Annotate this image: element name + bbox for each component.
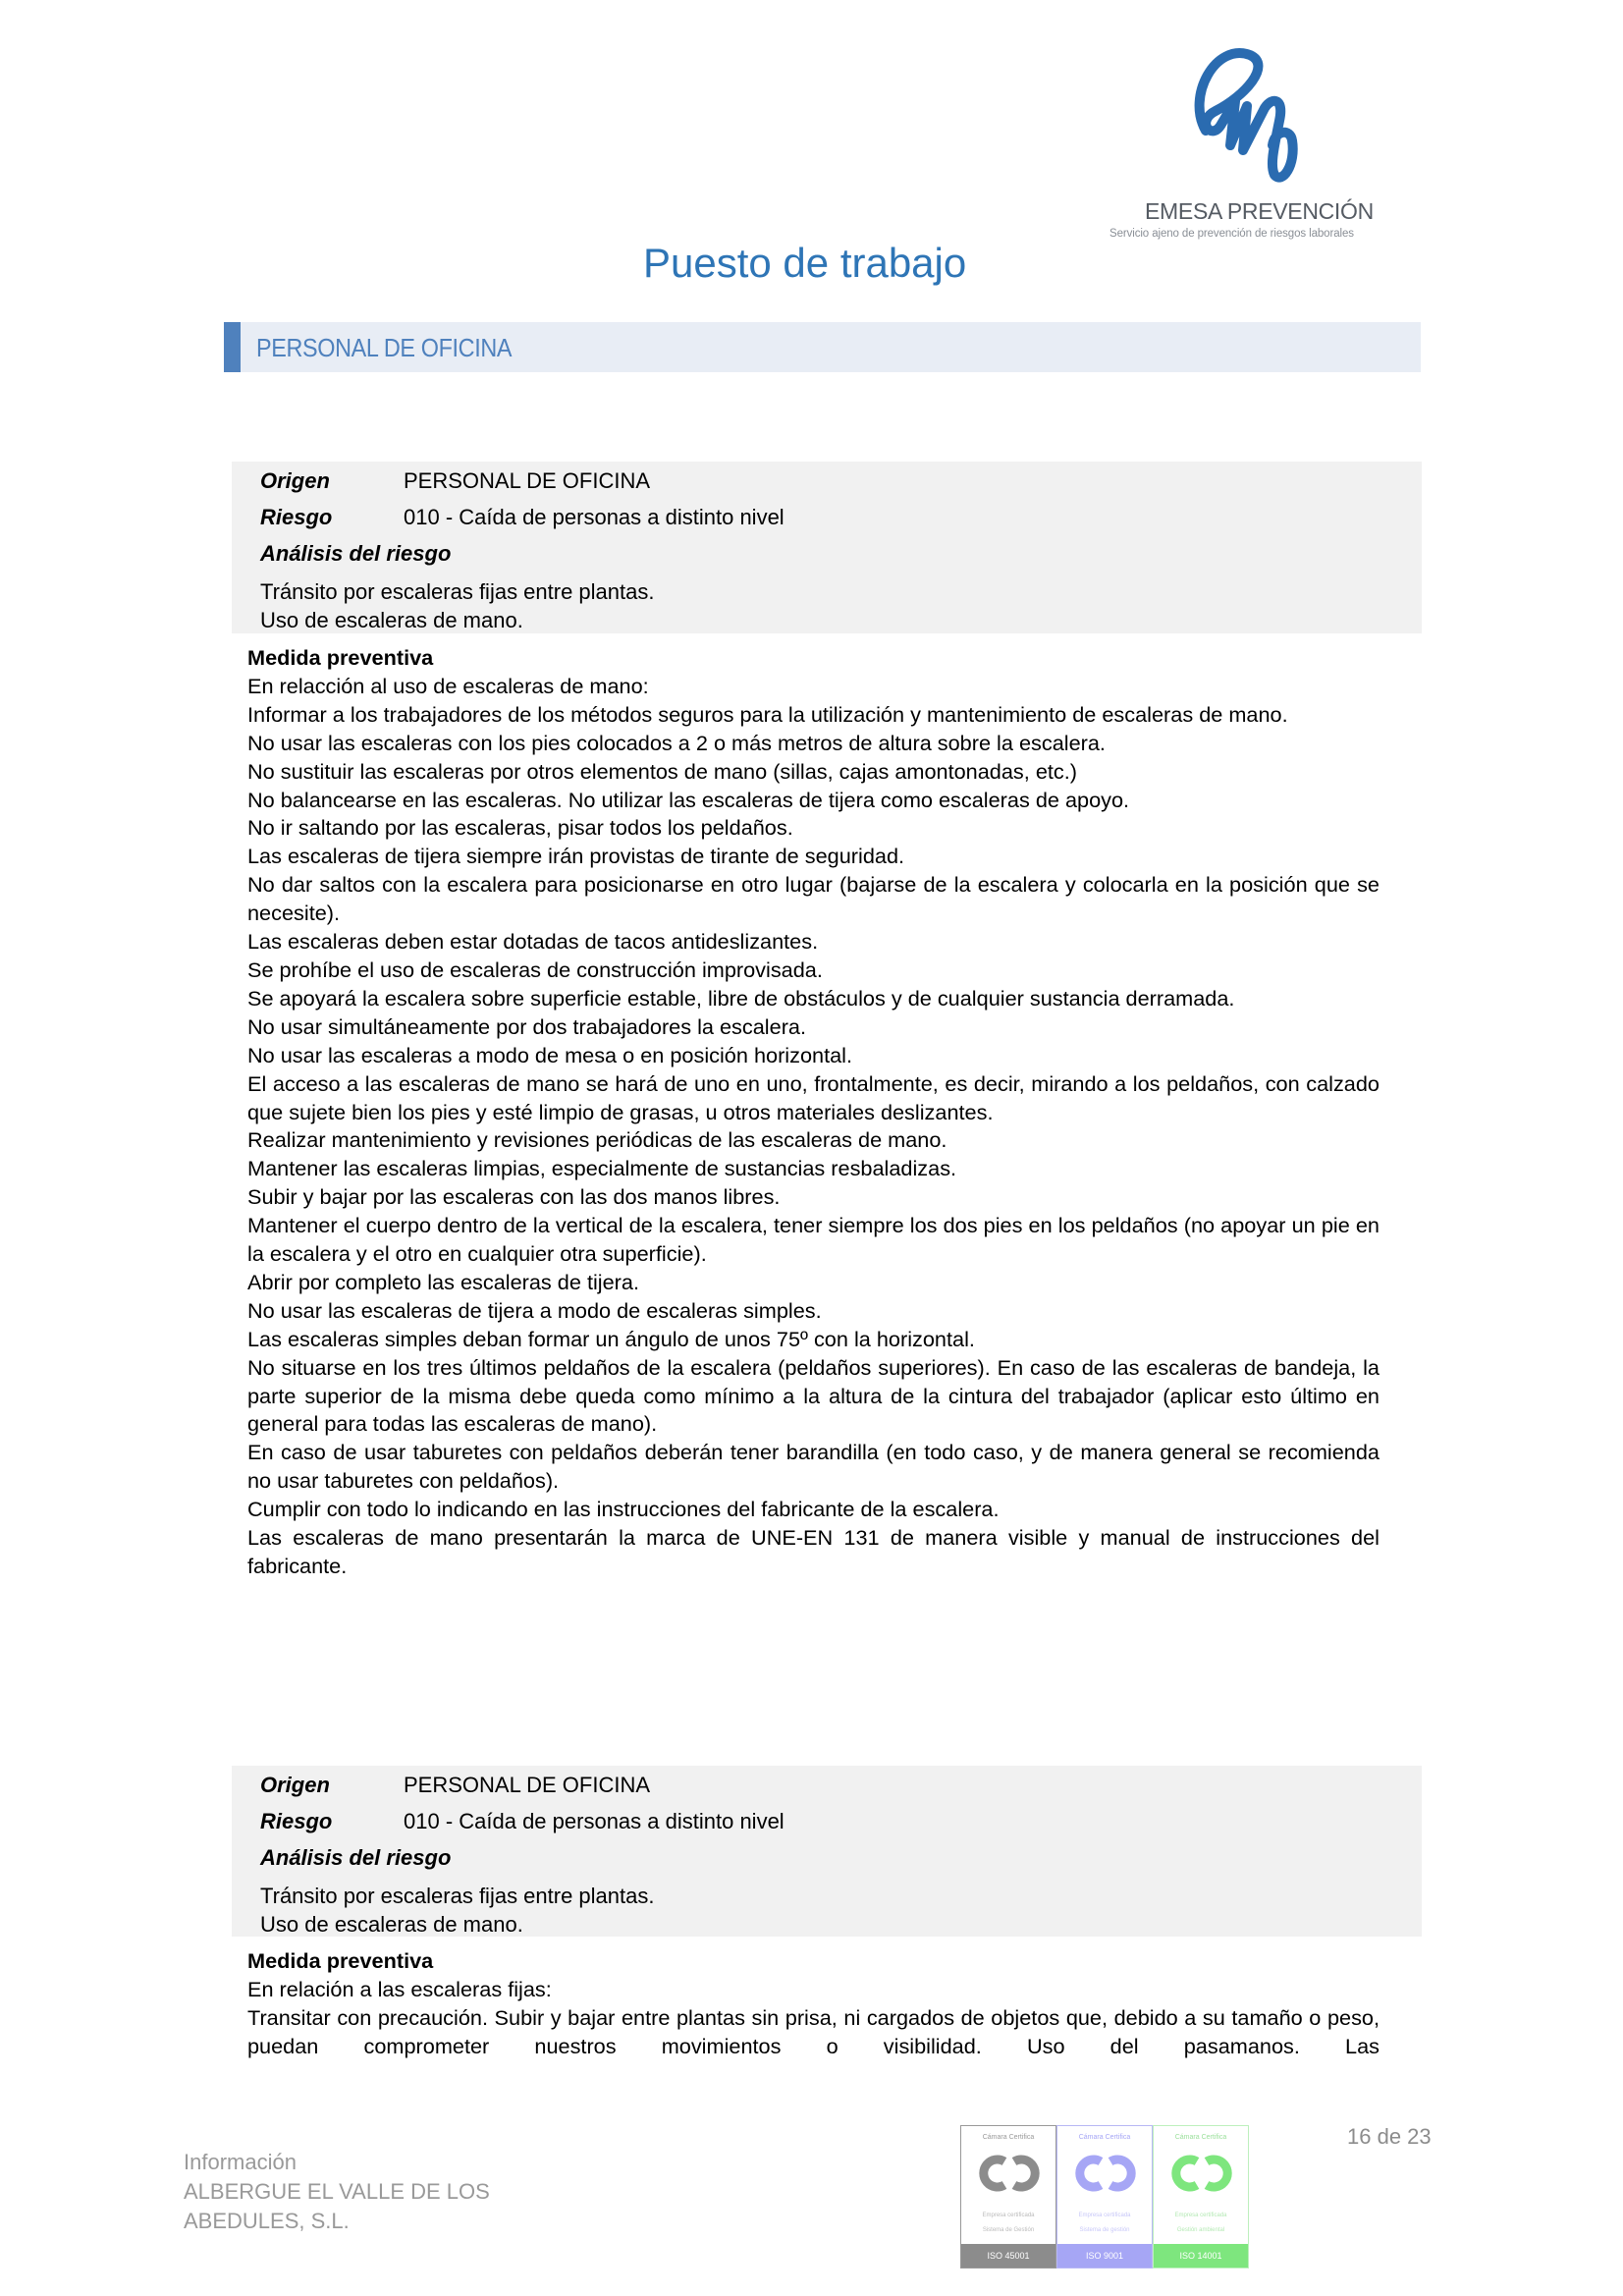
- certification-arrows-icon: [975, 2154, 1044, 2193]
- page-title: Puesto de trabajo: [643, 240, 967, 286]
- origen-label: Origen: [260, 468, 330, 493]
- company-logo: [1100, 29, 1414, 246]
- medida-label: Medida preventiva: [247, 645, 434, 670]
- logo-company-name: EMESA PREVENCIÓN: [1145, 198, 1374, 224]
- logo-tagline: Servicio ajeno de prevención de riesgos laborales: [1109, 228, 1354, 240]
- analisis-line: Uso de escaleras de mano.: [260, 1912, 523, 1937]
- measure-item: No situarse en los tres últimos peldaños de la escalera (peldaños superiores). En caso de las escaleras de bandeja, la parte superior de la misma debe queda como mínimo a la altura de la cintura del trabajador (aplicar esto último en general para todas las escaleras de mano).: [247, 1354, 1380, 1437]
- badge-label: ISO 9001: [1057, 2244, 1152, 2268]
- measure-item: Se apoyará la escalera sobre superficie estable, libre de obstáculos y de cualquier sustancia derramada.: [247, 985, 1235, 1011]
- measure-item: Transitar con precaución. Subir y bajar entre plantas sin prisa, ni cargados de objetos que, debido a su tamaño o peso, puedan comprometer nuestros movimientos o visibilidad. Uso del pasamanos. Las: [247, 2004, 1380, 2058]
- origen-value: PERSONAL DE OFICINA: [404, 468, 651, 493]
- measure-item: En relacción al uso de escaleras de mano:: [247, 673, 649, 698]
- badge-label: ISO 14001: [1154, 2244, 1248, 2268]
- section-accent-bar: [224, 322, 241, 372]
- analisis-line: Tránsito por escaleras fijas entre plantas.: [260, 1884, 655, 1908]
- analisis-label: Análisis del riesgo: [260, 1845, 452, 1870]
- riesgo-row: [260, 505, 784, 530]
- riesgo-row: [260, 1809, 784, 1834]
- riesgo-label: Riesgo: [260, 505, 333, 529]
- badge-label: ISO 45001: [961, 2244, 1055, 2268]
- measure-item: No ir saltando por las escaleras, pisar todos los peldaños.: [247, 815, 793, 841]
- preventive-measures: [247, 644, 1380, 1581]
- origen-row: [260, 1773, 650, 1798]
- risk-summary-box: [232, 1766, 1422, 1937]
- measure-item: Las escaleras deben estar dotadas de tacos antideslizantes.: [247, 929, 819, 955]
- iso-14001-badge: Cámara Certifica Empresa certificada Gestión ambiental ISO 14001: [1153, 2125, 1249, 2269]
- footer-company-line: ALBERGUE EL VALLE DE LOS: [184, 2179, 490, 2204]
- footer-info-label: Información: [184, 2150, 297, 2174]
- origen-row: [260, 468, 650, 494]
- measure-item: No usar las escaleras a modo de mesa o en posición horizontal.: [247, 1042, 853, 1067]
- measure-item: Se prohíbe el uso de escaleras de construcción improvisada.: [247, 957, 823, 982]
- footer-company-line: ABEDULES, S.L.: [184, 2209, 350, 2233]
- measure-item: Las escaleras simples deban formar un ángulo de unos 75º con la horizontal.: [247, 1326, 975, 1351]
- measure-item: No sustituir las escaleras por otros elementos de mano (sillas, cajas amontonadas, etc.): [247, 758, 1077, 784]
- measure-item: Las escaleras de tijera siempre irán provistas de tirante de seguridad.: [247, 844, 905, 869]
- risk-summary-box: [232, 462, 1422, 633]
- measure-item: En caso de usar taburetes con peldaños deberán tener barandilla (en todo caso, y de manera general se recomienda no usar taburetes con peldaños).: [247, 1440, 1380, 1494]
- measure-item: No usar las escaleras con los pies colocados a 2 o más metros de altura sobre la escalera.: [247, 730, 1106, 755]
- section-title: PERSONAL DE OFICINA: [256, 333, 513, 362]
- measure-item: Las escaleras de mano presentarán la marca de UNE-EN 131 de manera visible y manual de instrucciones del fabricante.: [247, 1525, 1380, 1578]
- measure-item: Informar a los trabajadores de los métodos seguros para la utilización y mantenimiento de escaleras de mano.: [247, 701, 1288, 727]
- section-header-band: [224, 322, 1421, 372]
- measure-item: No balancearse en las escaleras. No utilizar las escaleras de tijera como escaleras de apoyo.: [247, 787, 1130, 812]
- measure-item: No usar simultáneamente por dos trabajadores la escalera.: [247, 1013, 807, 1039]
- page-number: 16 de 23: [1347, 2124, 1432, 2149]
- analisis-line: Tránsito por escaleras fijas entre plantas.: [260, 579, 655, 604]
- origen-label: Origen: [260, 1773, 330, 1797]
- certification-arrows-icon: [1071, 2154, 1140, 2193]
- eme-logo-icon: [1176, 37, 1324, 194]
- riesgo-value: 010 - Caída de personas a distinto nivel: [404, 1809, 784, 1833]
- analisis-label: Análisis del riesgo: [260, 541, 452, 566]
- measure-item: El acceso a las escaleras de mano se hará de uno en uno, frontalmente, es decir, mirando a los peldaños, con calzado que sujete bien los pies y esté limpio de grasas, u otros materiales deslizantes.: [247, 1070, 1380, 1124]
- footer-info: [184, 2148, 490, 2236]
- measure-item: Mantener el cuerpo dentro de la vertical de la escalera, tener siempre los dos pies en los peldaños (no apoyar un pie en la escalera y el otro en cualquier otra superficie).: [247, 1213, 1380, 1267]
- origen-value: PERSONAL DE OFICINA: [404, 1773, 651, 1797]
- preventive-measures: [247, 1947, 1380, 2061]
- measure-item: Abrir por completo las escaleras de tijera.: [247, 1269, 639, 1294]
- measure-item: Mantener las escaleras limpias, especialmente de sustancias resbaladizas.: [247, 1156, 957, 1181]
- measure-item: Subir y bajar por las escaleras con las dos manos libres.: [247, 1184, 781, 1210]
- riesgo-label: Riesgo: [260, 1809, 333, 1833]
- measure-item: Realizar mantenimiento y revisiones periódicas de las escaleras de mano.: [247, 1127, 947, 1153]
- measure-item: En relación a las escaleras fijas:: [247, 1976, 552, 2001]
- iso-45001-badge: Cámara Certifica Empresa certificada Sistema de Gestión ISO 45001: [960, 2125, 1056, 2269]
- medida-label: Medida preventiva: [247, 1948, 434, 1973]
- iso-9001-badge: Cámara Certifica Empresa certificada Sistema de gestión ISO 9001: [1056, 2125, 1153, 2269]
- measure-item: Cumplir con todo lo indicando en las instrucciones del fabricante de la escalera.: [247, 1497, 1000, 1522]
- riesgo-value: 010 - Caída de personas a distinto nivel: [404, 505, 784, 529]
- certification-arrows-icon: [1167, 2154, 1236, 2193]
- measure-item: No dar saltos con la escalera para posicionarse en otro lugar (bajarse de la escalera y colocarla en la posición que se necesite).: [247, 872, 1380, 926]
- measure-item: No usar las escaleras de tijera a modo de escaleras simples.: [247, 1297, 822, 1323]
- analisis-line: Uso de escaleras de mano.: [260, 608, 523, 632]
